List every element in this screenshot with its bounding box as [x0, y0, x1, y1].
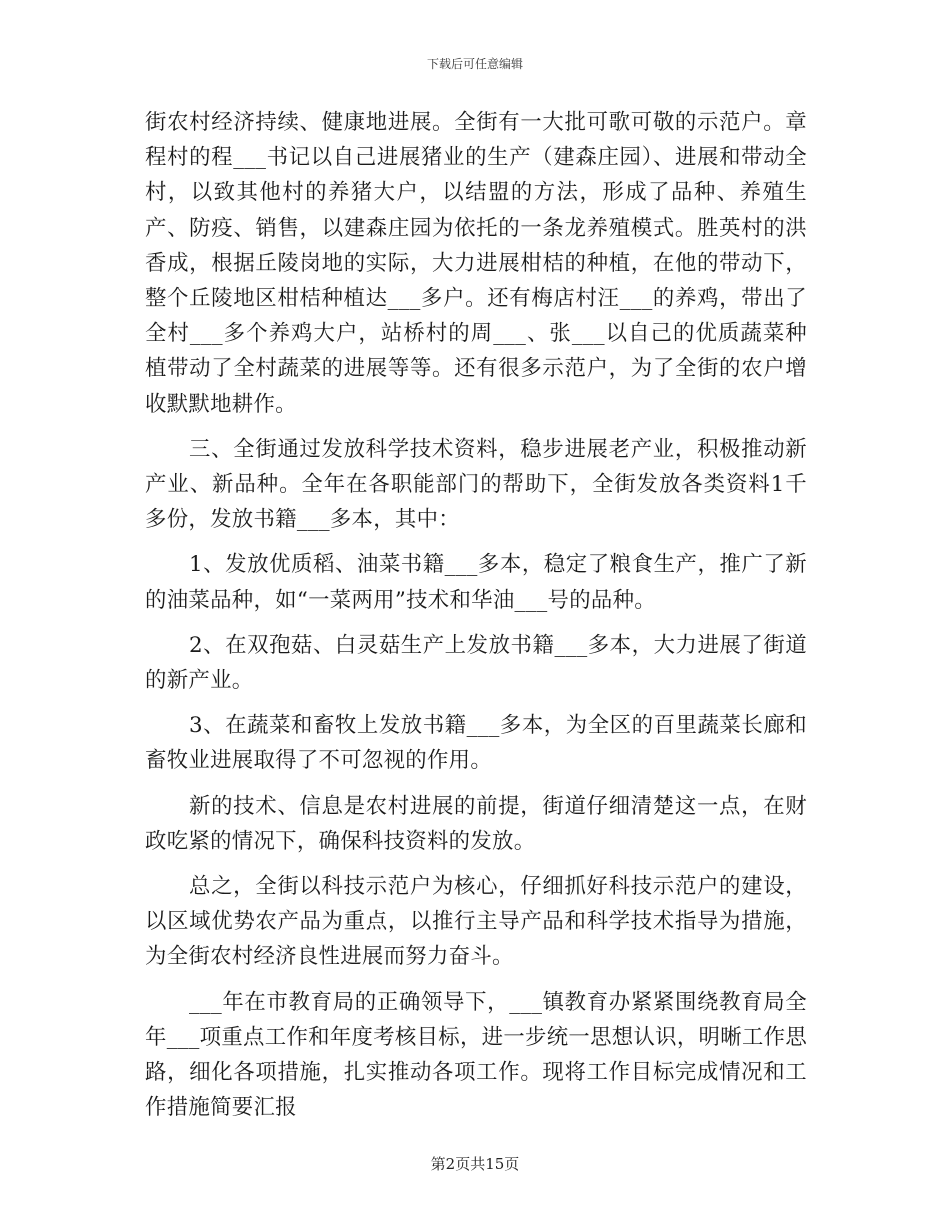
paragraph-8: ___年在市教育局的正确领导下，___镇教育办紧紧围绕教育局全年___项重点工作和年度考核目标，进一步统一思想认识，明晰工作思路，细化各项措施，扎实推动各项工作。现将工作目标完成情况和工作措施简要汇报: [145, 989, 808, 1121]
paragraph-3: 1、发放优质稻、油菜书籍___多本，稳定了粮食生产，推广了新的油菜品种，如“一菜两用”技术和华油___号的品种。: [145, 552, 807, 613]
paragraph-6: 新的技术、信息是农村进展的前提，街道仔细清楚这一点，在财政吃紧的情况下，确保科技资料的发放。: [145, 793, 807, 854]
paragraph-7: 总之，全街以科技示范户为核心，仔细抓好科技示范户的建设，以区域优势农产品为重点，以推行主导产品和科学技术指导为措施，为全街农村经济良性进展而努力奋斗。: [145, 874, 807, 970]
paragraph-4: 2、在双孢菇、白灵菇生产上发放书籍___多本，大力进展了街道的新产业。: [145, 632, 807, 694]
document-body: [145, 105, 807, 1125]
page-footer: 第2页共15页: [430, 1155, 520, 1173]
paragraph-2: 三、全街通过发放科学技术资料，稳步进展老产业，积极推动新产业、新品种。全年在各职能部门的帮助下，全街发放各类资料1千多份，发放书籍___多本，其中：: [145, 436, 807, 533]
page-header: 下载后可任意编辑: [426, 57, 523, 71]
paragraph-5: 3、在蔬菜和畜牧上发放书籍___多本，为全区的百里蔬菜长廊和畜牧业进展取得了不可忽视的作用。: [145, 713, 807, 774]
paragraph-1: 街农村经济持续、健康地进展。全街有一大批可歌可敬的示范户。章程村的程___书记以自己进展猪业的生产（建森庄园）、进展和带动全村，以致其他村的养猪大户，以结盟的方法，形成了品种、养殖生产、防疫、销售，以建森庄园为依托的一条龙养殖模式。胜英村的洪香成，根据丘陵岗地的实际，大力进展柑桔的种植，在他的带动下，整个丘陵地区柑桔种植达___多户。还有梅店村汪___的养鸡，带出了全村___多个养鸡大户，站桥村的周___、张___以自己的优质蔬菜种植带动了全村蔬菜的进展等等。还有很多示范户，为了全街的农户增收默默地耕作。: [145, 110, 807, 417]
